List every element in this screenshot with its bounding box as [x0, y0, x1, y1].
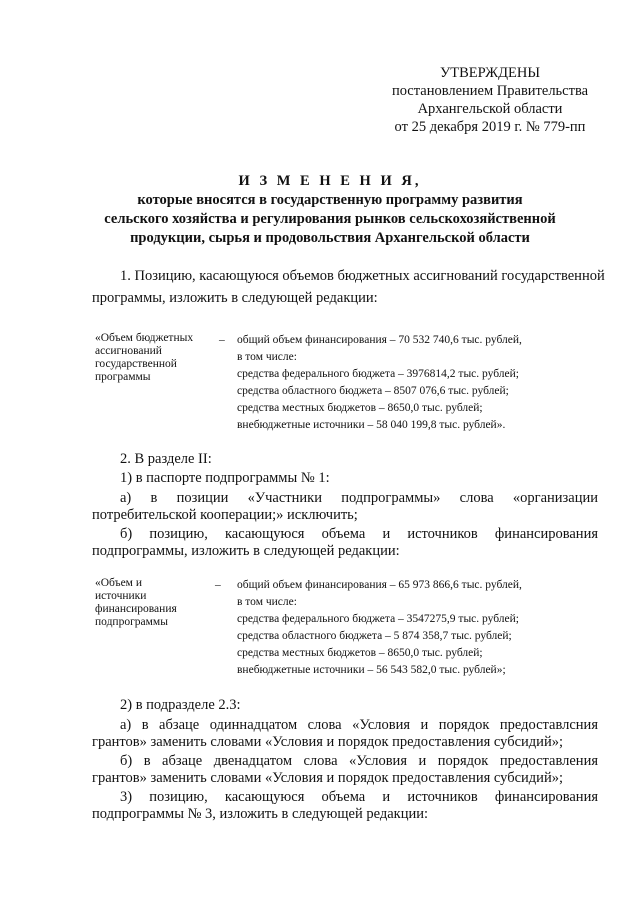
- table1-line: общий объем финансирования – 70 532 740,6 тыс. рублей,: [237, 334, 522, 346]
- item2-heading: 2. В разделе II:: [120, 451, 212, 467]
- table2-line: общий объем финансирования – 65 973 866,6 тыс. рублей,: [237, 579, 522, 591]
- title-line-2: сельского хозяйства и регулирования рынков сельскохозяйственной: [104, 211, 556, 227]
- table1-line: в том числе:: [237, 351, 297, 363]
- budget-table-1: [95, 332, 585, 442]
- title-heading: И З М Е Н Е Н И Я,: [238, 173, 422, 189]
- item1-line2: программы, изложить в следующей редакции:: [92, 290, 378, 306]
- item3-c-line1: 3) позицию, касающуюся объема и источников финансирования: [120, 789, 598, 805]
- item3-a-line2: грантов» заменить словами «Условия и порядок предоставления субсидий»;: [92, 734, 563, 750]
- table2-line: средства местных бюджетов – 8650,0 тыс. рублей;: [237, 647, 483, 659]
- table2-line: средства федерального бюджета – 3547275,9 тыс. рублей;: [237, 613, 519, 625]
- table2-label: «Объем и источники финансирования подпрограммы: [95, 577, 177, 628]
- table2-dash: –: [215, 579, 221, 591]
- item3-c-line2: подпрограммы № 3, изложить в следующей редакции:: [92, 806, 428, 822]
- item3-sub2: 2) в подразделе 2.3:: [120, 697, 241, 713]
- item2-b-line2: подпрограммы, изложить в следующей редакции:: [92, 543, 400, 559]
- title-line-3: продукции, сырья и продовольствия Архангельской области: [130, 230, 530, 246]
- approval-title: УТВЕРЖДЕНЫ: [439, 65, 541, 81]
- item2-b-line1: б) позицию, касающуюся объема и источников финансирования: [120, 526, 598, 542]
- title-line-1: которые вносятся в государственную программу развития: [137, 192, 523, 208]
- table1-dash: –: [219, 334, 225, 346]
- item3-b-line1: б) в абзаце двенадцатом слова «Условия и порядок предоставления: [120, 753, 598, 769]
- table1-line: средства федерального бюджета – 3976814,2 тыс. рублей;: [237, 368, 519, 380]
- approval-region: Архангельской области: [417, 101, 563, 117]
- table2-line: внебюджетные источники – 56 543 582,0 тыс. рублей»;: [237, 664, 506, 676]
- table1-line: внебюджетные источники – 58 040 199,8 тыс. рублей».: [237, 419, 506, 431]
- table2-line: в том числе:: [237, 596, 297, 608]
- item2-a-line2: потребительской кооперации;» исключить;: [92, 507, 358, 523]
- approval-date: от 25 декабря 2019 г. № 779-пп: [394, 119, 586, 135]
- item2-a-line1: а) в позиции «Участники подпрограммы» слова «организации: [120, 490, 598, 506]
- table1-label: «Объем бюджетных ассигнований государственной программы: [95, 332, 194, 383]
- table2-line: средства областного бюджета – 5 874 358,7 тыс. рублей;: [237, 630, 512, 642]
- item3-a-line1: а) в абзаце одиннадцатом слова «Условия и порядок предоставлсния: [120, 717, 598, 733]
- table1-values: [237, 332, 577, 434]
- approval-authority: постановлением Правительства: [391, 83, 589, 99]
- document-title: [60, 172, 600, 248]
- table1-line: средства местных бюджетов – 8650,0 тыс. рублей;: [237, 402, 483, 414]
- item2-sub1: 1) в паспорте подпрограммы № 1:: [120, 470, 330, 486]
- approval-block: [370, 64, 610, 136]
- item1-line1: 1. Позицию, касающуюся объемов бюджетных ассигнований государственной: [120, 268, 605, 284]
- budget-table-2: [95, 577, 585, 687]
- table2-values: [237, 577, 577, 679]
- table1-line: средства областного бюджета – 8507 076,6 тыс. рублей;: [237, 385, 509, 397]
- item3-b-line2: грантов» заменить словами «Условия и порядок предоставления субсидий»;: [92, 770, 563, 786]
